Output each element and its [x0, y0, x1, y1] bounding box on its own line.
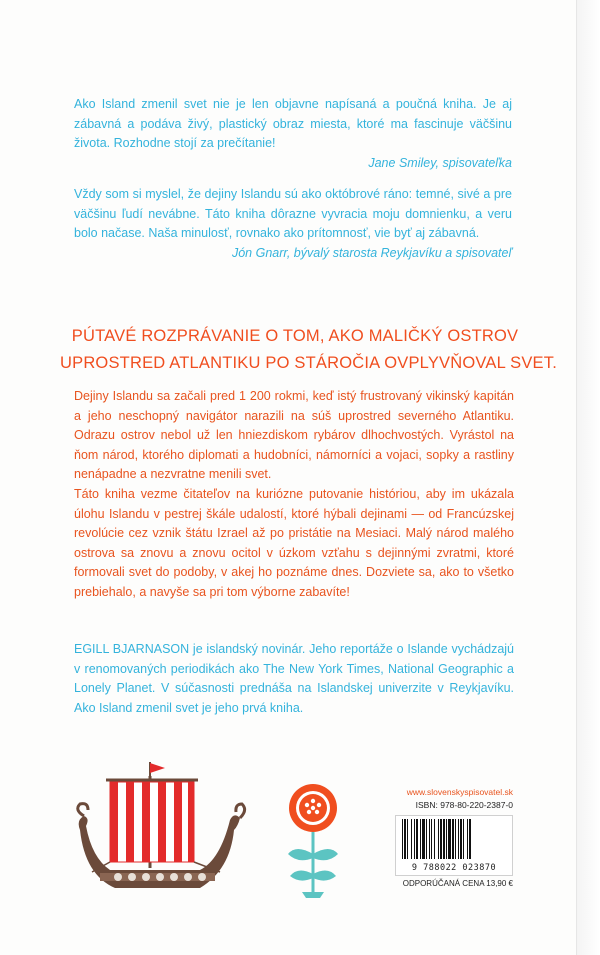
book-description [74, 387, 514, 603]
description-paragraph-1: Dejiny Islandu sa začali pred 1 200 rokmi, keď istý frustrovaný vikinský kapitán a jeho neschopný navigátor narazili na súš uprostred severného Atlantiku. Odrazu ostrov nebol už len hniezdiskom rybárov dlhochvostých. Vyrástol na ňom národ, ktorého diplomati a hudobníci, námorníci a vojaci, sopky a rastliny nenápadne a nezvratne menili svet. [74, 389, 514, 482]
headline-line-1: PÚTAVÉ ROZPRÁVANIE O TOM, AKO MALIČKÝ OSTROV [71, 327, 519, 345]
review-quote-2 [74, 185, 512, 263]
author-bio: EGILL BJARNASON je islandský novinár. Jeho reportáže o Islande vychádzajú v renomovaných periodikách ako The New York Times, National Geographic a Lonely Planet. V súčasnosti prednáša na Islandskej univerzite v Reykjavíku. Ako Island zmenil svet je jeho prvá kniha. [74, 642, 514, 715]
publisher-website: www.slovenskyspisovatel.sk [406, 787, 513, 797]
folk-flower-illustration [278, 770, 348, 900]
barcode-icon [399, 819, 509, 859]
description-paragraph-2: Táto kniha vezme čitateľov na kuriózne putovanie históriou, aby im ukázala úlohu Islandu v pestrej škále udalostí, ktoré hýbali dejinami — od Francúzskej revolúcie cez vznik štátu Izrael až po pristátie na Mesiaci. Malý národ malého ostrova sa znovu a znovu ocitol v úzkom vzťahu s dejinnými zvratmi, ktoré formovali svet do podoby, v akej ho poznáme dnes. Dozviete sa, ako to všetko prebiehalo, a navyše sa pri tom výborne zabavíte! [74, 486, 514, 599]
headline-line-2: UPROSTRED ATLANTIKU PO STÁROČIA OVPLYVŇOVAL SVET. [60, 354, 557, 372]
quote-text: Vždy som si myslel, že dejiny Islandu sú ako októbrové ráno: temné, sivé a pre väčšinu ľudí nevábne. Táto kniha dôrazne vyvracia moju domnienku, a veru bolo načase. Naša minulosť, rovnako ako prítomnosť, vie byť aj zábavná. [74, 187, 512, 240]
quote-text: Ako Island zmenil svet nie je len objavne napísaná a poučná kniha. Je aj zábavná a podáva živý, plastický obraz miesta, ktoré ma fascinuje väčšinu života. Rozhodne stojí za prečítanie! [74, 97, 512, 150]
ean-number: 9 788022 023870 [411, 863, 497, 873]
isbn-barcode [395, 815, 513, 876]
review-quote-1 [74, 95, 512, 173]
viking-ship-illustration [70, 760, 250, 905]
isbn-label: ISBN: 978-80-220-2387-0 [415, 800, 513, 810]
page-edge [577, 0, 600, 955]
headline [60, 323, 557, 377]
quote-author: Jane Smiley, spisovateľka [368, 155, 512, 170]
quote-author: Jón Gnarr, bývalý starosta Reykjavíku a spisovateľ [231, 245, 512, 260]
publisher-info [395, 787, 513, 889]
recommended-price: ODPORÚČANÁ CENA 13,90 € [402, 879, 513, 888]
